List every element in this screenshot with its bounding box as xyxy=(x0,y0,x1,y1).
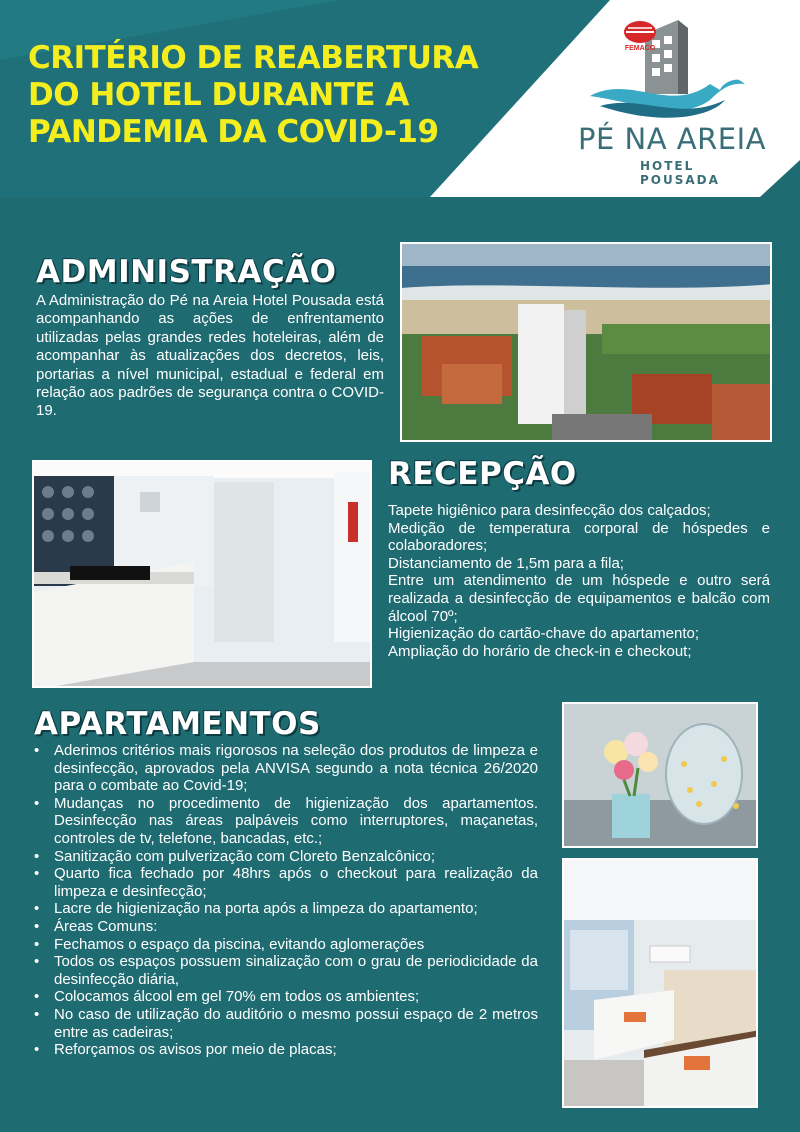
list-item: • Fechamos o espaço da piscina, evitando aglomerações xyxy=(32,936,538,954)
badge-text: FEMACO xyxy=(624,45,656,52)
recepcao-line: Tapete higiênico para desinfecção dos calçados; xyxy=(388,502,711,519)
apartamentos-title: APARTAMENTOS xyxy=(34,706,321,742)
list-item: • No caso de utilização do auditório o mesmo possui espaço de 2 metros entre as cadeiras; xyxy=(32,1006,538,1041)
list-item: • Todos os espaços possuem sinalização com o grau de periodicidade da desinfecção diária, xyxy=(32,953,538,988)
administracao-title: ADMINISTRAÇÃO xyxy=(36,254,337,290)
apartamentos-list xyxy=(32,742,538,1059)
recepcao-list xyxy=(388,502,770,660)
femaco-badge xyxy=(618,18,662,54)
list-item: • Mudanças no procedimento de higienização dos apartamentos. Desinfecção nas áreas palpáveis como interruptores, maçanetas, controles de tv, telefone, bancadas, etc.; xyxy=(32,795,538,848)
logo-graphic xyxy=(560,14,790,124)
reception-photo xyxy=(32,460,372,688)
header-banner xyxy=(0,0,800,197)
list-item: • Reforçamos os avisos por meio de placas; xyxy=(32,1041,538,1059)
hotel-aerial-photo xyxy=(400,242,772,442)
list-item: • Sanitização com pulverização com Cloreto Benzalcônico; xyxy=(32,848,538,866)
list-item: • Lacre de higienização na porta após a limpeza do apartamento; xyxy=(32,900,538,918)
page-title: CRITÉRIO DE REABERTURA DO HOTEL DURANTE A PANDEMIA DA COVID-19 xyxy=(28,40,479,150)
logo-subtitle: HOTEL POUSADA xyxy=(640,159,720,187)
administracao-text: A Administração do Pé na Areia Hotel Pousada está acompanhando as ações de enfrentamento utilizadas pelas grandes redes hoteleiras, além de acompanhar às atualizações dos decretos, leis, portarias a nível municipal, estadual e federal em relação aos padrões de segurança contra o COVID-19. xyxy=(36,292,384,420)
list-item: • Aderimos critérios mais rigorosos na seleção dos produtos de limpeza e desinfecção, aprovados pela ANVISA segundo a nota técnica 26/2020 para o combate ao Covid-19; xyxy=(32,742,538,795)
list-item: • Colocamos álcool em gel 70% em todos os ambientes; xyxy=(32,988,538,1006)
recepcao-line: Ampliação do horário de check-in e checkout; xyxy=(388,642,692,660)
logo-name: PÉ NA AREIA xyxy=(578,122,766,156)
list-item: • Quarto fica fechado por 48hrs após o checkout para realização da limpeza e desinfecção; xyxy=(32,865,538,900)
list-item: • Áreas Comuns: xyxy=(32,918,538,936)
recepcao-line: Entre um atendimento de um hóspede e outro será realizada a desinfecção de equipamentos e balcão com álcool 70º; xyxy=(388,572,770,625)
flowers-decor-photo xyxy=(562,702,758,848)
apartment-room-photo xyxy=(562,858,758,1108)
recepcao-line: Higienização do cartão-chave do apartamento; xyxy=(388,625,700,643)
hotel-logo xyxy=(560,14,790,194)
recepcao-title: RECEPÇÃO xyxy=(388,456,577,492)
recepcao-line: Distanciamento de 1,5m para a fila; xyxy=(388,554,624,572)
recepcao-line: Medição de temperatura corporal de hóspedes e colaboradores; xyxy=(388,519,770,555)
